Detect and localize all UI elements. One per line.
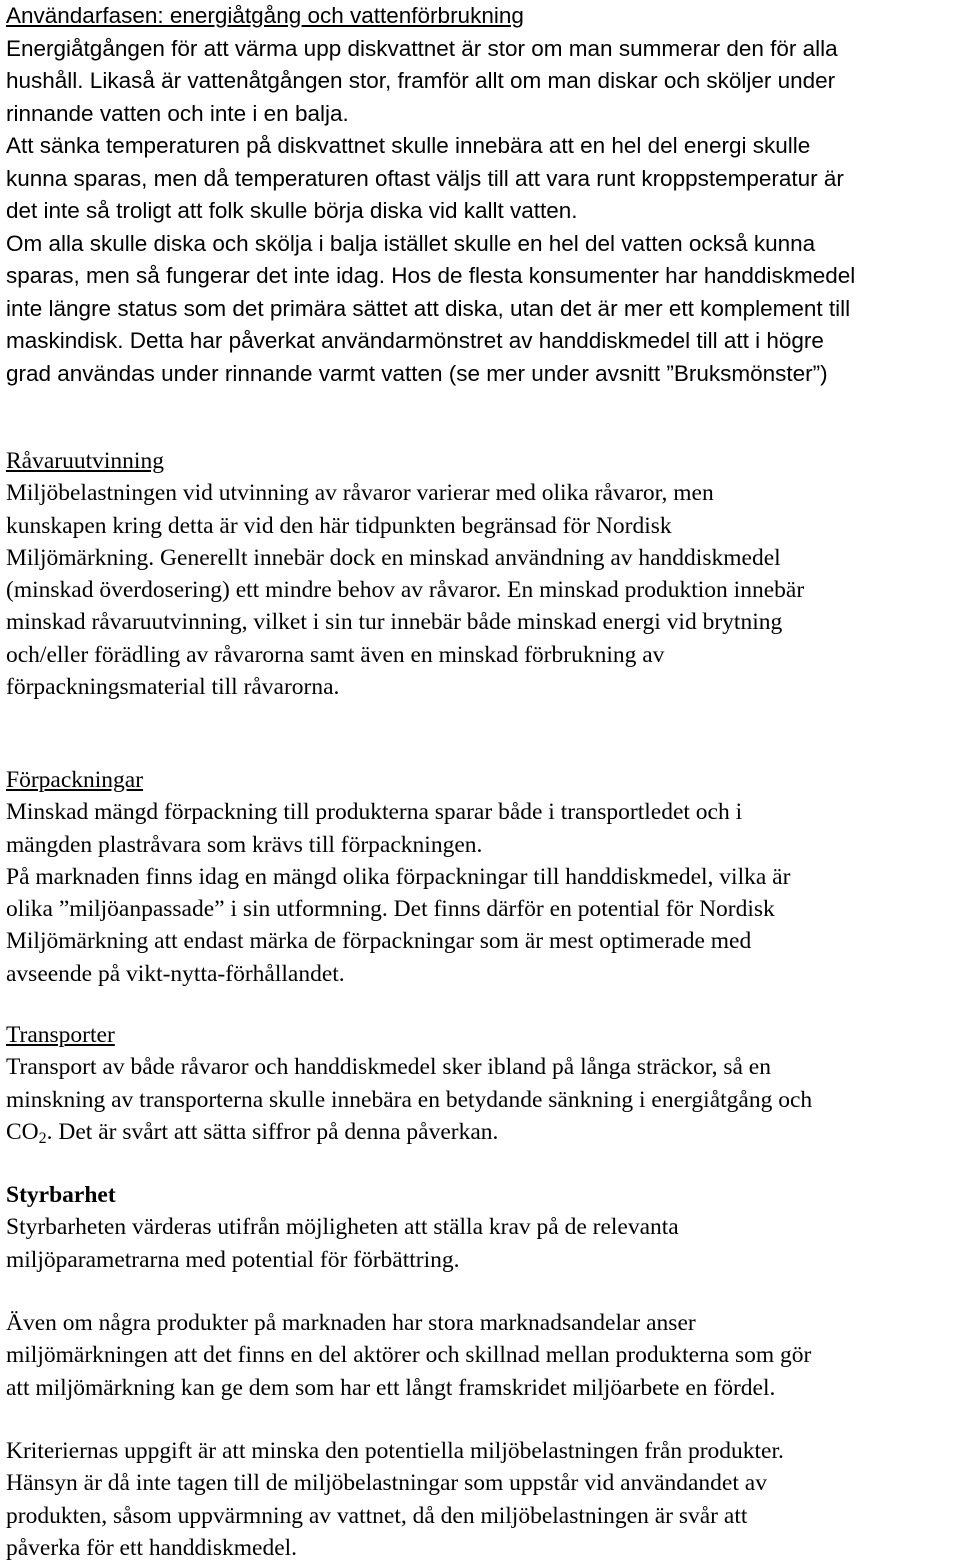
usage-line: Om alla skulle diska och skölja i balja istället skulle en hel del vatten också kunna: [6, 230, 816, 256]
usage-line: inte längre status som det primära sättet att diska, utan det är mer ett komplement till: [6, 295, 851, 321]
packaging-heading: Förpackningar: [6, 767, 144, 793]
packaging-line: mängden plastråvara som krävs till förpackningen.: [6, 831, 483, 858]
transport-co2-line: [6, 1116, 812, 1148]
controllability-paragraph-2: [6, 1307, 811, 1404]
co2-text: CO: [6, 1118, 39, 1145]
usage-line: kunna sparas, men då temperaturen oftast väljs till att vara runt kroppstemperatur är: [6, 165, 844, 191]
controllability-section: [6, 1179, 679, 1276]
raw-line: och/eller förädling av råvarorna samt även en minskad förbrukning av: [6, 641, 665, 668]
raw-line: Miljömärkning. Generellt innebär dock en minskad användning av handdiskmedel: [6, 544, 781, 571]
control-line: Kriteriernas uppgift är att minska den potentiella miljöbelastningen från produkter.: [6, 1438, 784, 1464]
controllability-heading: Styrbarhet: [6, 1182, 116, 1208]
control-line: miljöparametrarna med potential för förbättring.: [6, 1246, 460, 1273]
control-line: att miljömärkning kan ge dem som har ett långt framskridet miljöarbete en fördel.: [6, 1374, 776, 1401]
control-line: Hänsyn är då inte tagen till de miljöbelastningar som uppstår vid användandet av: [6, 1470, 767, 1497]
transport-line-rest: . Det är svårt att sätta siffror på denna påverkan.: [46, 1118, 499, 1145]
raw-material-heading: Råvaruutvinning: [6, 448, 164, 474]
transport-heading: Transporter: [6, 1022, 115, 1048]
raw-line: förpackningsmaterial till råvarorna.: [6, 674, 340, 701]
usage-phase-heading: Användarfasen: energiåtgång och vattenförbrukning: [6, 3, 524, 28]
raw-line: kunskapen kring detta är vid den här tidpunkten begränsad för Nordisk: [6, 512, 672, 539]
control-line: produkten, såsom uppvärmning av vattnet, då den miljöbelastningen är svår att: [6, 1502, 748, 1529]
packaging-line: Miljömärkning att endast märka de förpackningar som är mest optimerade med: [6, 928, 752, 955]
packaging-line: Minskad mängd förpackning till produkterna sparar både i transportledet och i: [6, 799, 743, 826]
co2-subscript: 2: [38, 1129, 47, 1147]
raw-line: Miljöbelastningen vid utvinning av råvaror varierar med olika råvaror, men: [6, 480, 714, 507]
usage-line: rinnande vatten och inte i en balja.: [6, 100, 349, 126]
usage-line: hushåll. Likaså är vattenåtgången stor, framför allt om man diskar och sköljer under: [6, 68, 836, 93]
packaging-line: På marknaden finns idag en mängd olika förpackningar till handdiskmedel, vilka är: [6, 863, 791, 890]
control-line: påverka för ett handdiskmedel.: [6, 1534, 298, 1561]
usage-line: det inte så troligt att folk skulle börja diska vid kallt vatten.: [6, 198, 578, 223]
packaging-line: avseende på vikt-nytta-förhållandet.: [6, 960, 345, 987]
usage-line: maskindisk. Detta har påverkat användarmönstret av handdiskmedel till att i högre: [6, 328, 824, 353]
control-line: miljömärkningen att det finns en del aktörer och skillnad mellan produkterna som gör: [6, 1342, 812, 1369]
usage-line: Energiåtgången för att värma upp diskvattnet är stor om man summerar den för alla: [6, 35, 838, 61]
control-line: Även om några produkter på marknaden har stora marknadsandelar anser: [6, 1310, 696, 1336]
transport-line: Transport av både råvaror och handdiskmedel sker ibland på långa sträckor, så en: [6, 1054, 771, 1081]
packaging-section: [6, 764, 790, 990]
usage-phase-section: [6, 0, 855, 390]
transport-line: minskning av transporterna skulle innebära en betydande sänkning i energiåtgång och: [6, 1086, 813, 1113]
transport-section: [6, 1019, 812, 1148]
raw-material-section: [6, 445, 804, 703]
usage-line: Att sänka temperaturen på diskvattnet skulle innebära att en hel del energi skulle: [6, 133, 811, 158]
raw-line: minskad råvaruutvinning, vilket i sin tur innebär både minskad energi vid brytning: [6, 609, 783, 636]
packaging-line: olika ”miljöanpassade” i sin utformning. Det finns därför en potential för Nordisk: [6, 896, 775, 923]
usage-line: grad användas under rinnande varmt vatten (se mer under avsnitt ”Bruksmönster”): [6, 360, 828, 386]
control-line: Styrbarheten värderas utifrån möjligheten att ställa krav på de relevanta: [6, 1214, 679, 1241]
controllability-paragraph-3: [6, 1435, 784, 1564]
raw-line: (minskad överdosering) ett mindre behov av råvaror. En minskad produktion innebär: [6, 577, 805, 604]
usage-line: sparas, men så fungerar det inte idag. Hos de flesta konsumenter har handdiskmedel: [6, 263, 856, 288]
